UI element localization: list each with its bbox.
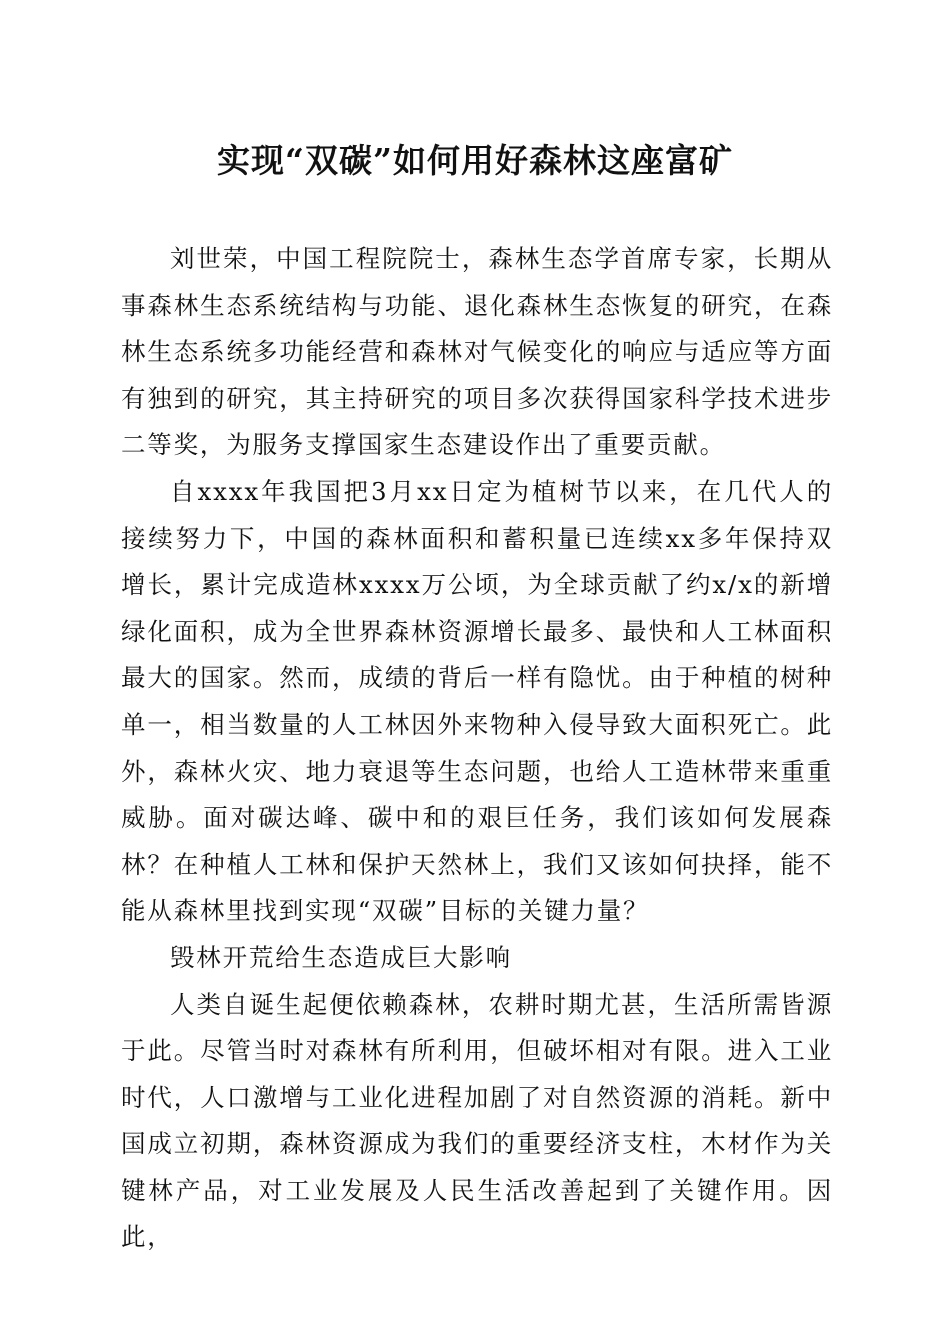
paragraph-history: 人类自诞生起便依赖森林，农耕时期尤甚，生活所需皆源于此。尽管当时对森林有所利用，但破坏相对有限。进入工业时代，人口激增与工业化进程加剧了对自然资源的消耗。新中国成立初期，森林资源成为我们的重要经济支柱，木材作为关键林产品，对工业发展及人民生活改善起到了关键作用。因此， [121, 989, 833, 1252]
document-title: 实现“双碳”如何用好森林这座富矿 [217, 141, 733, 180]
paragraph-forest-growth: 自xxxx年我国把3月xx日定为植树节以来，在几代人的接续努力下，中国的森林面积和蓄积量已连续xx多年保持双增长，累计完成造林xxxx万公顷，为全球贡献了约x/x的新增绿化面积，成为全世界森林资源增长最多、最快和人工林面积最大的国家。然而，成绩的背后一样有隐忧。由于种植的树种单一，相当数量的人工林因外来物种入侵导致大面积死亡。此外，森林火灾、地力衰退等生态问题，也给人工造林带来重重威胁。面对碳达峰、碳中和的艰巨任务，我们该如何发展森林？在种植人工林和保护天然林上，我们又该如何抉择，能不能从森林里找到实现“双碳”目标的关键力量？ [121, 476, 833, 926]
document-body [121, 236, 833, 1261]
paragraph-author-bio: 刘世荣，中国工程院院士，森林生态学首席专家，长期从事森林生态系统结构与功能、退化森林生态恢复的研究，在森林生态系统多功能经营和森林对气候变化的响应与适应等方面有独到的研究，其主持研究的项目多次获得国家科学技术进步二等奖，为服务支撑国家生态建设作出了重要贡献。 [121, 244, 833, 460]
section-subheading: 毁林开荒给生态造成巨大影响 [170, 942, 512, 972]
